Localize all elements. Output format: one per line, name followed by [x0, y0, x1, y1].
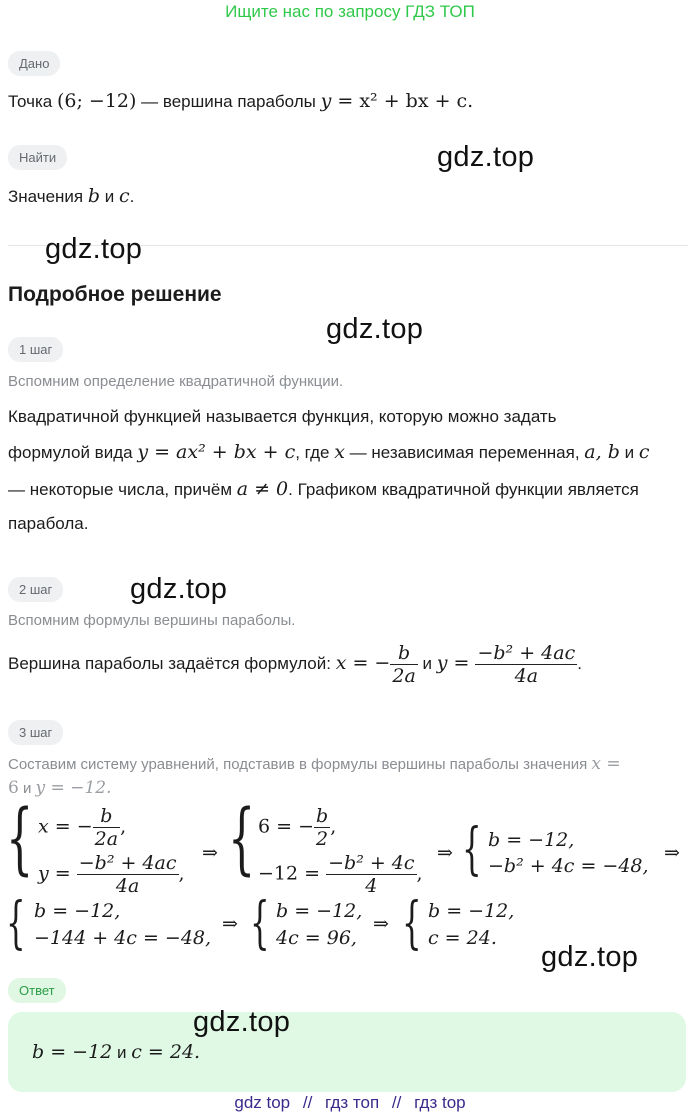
find-chip: Найти: [8, 145, 67, 170]
answer-text: [32, 1040, 200, 1065]
watermark: gdz.top: [541, 941, 639, 973]
implies-arrow: ⇒: [202, 842, 218, 864]
frac-num: −b² + 4c: [328, 852, 415, 874]
find-text: Значения: [8, 187, 88, 206]
step1-l3a: — некоторые числа, причём: [8, 480, 237, 499]
watermark: gdz.top: [193, 1006, 291, 1038]
given-text-1: Точка: [8, 92, 57, 111]
find-and: и: [100, 187, 119, 206]
frac-num: b: [390, 642, 417, 665]
system-1-row-1: [38, 805, 126, 850]
var-x: x: [334, 441, 345, 463]
system-6-row-2: c = 24.: [428, 927, 497, 949]
comma: ,: [330, 815, 337, 838]
step1-chip: 1 шаг: [8, 337, 63, 362]
find-dot: .: [129, 187, 135, 206]
answer-chip: Ответ: [8, 978, 66, 1003]
system-4-row-2: −144 + 4c = −48,: [34, 927, 212, 949]
step1-l2c: — независимая переменная,: [344, 443, 585, 462]
frac-num: −b² + 4ac: [477, 642, 576, 665]
y-vertex-fraction: [475, 642, 577, 687]
hint-y: y = −12.: [35, 778, 112, 798]
system-5-row-2: 4c = 96,: [276, 927, 357, 949]
implies-arrow: ⇒: [222, 913, 238, 935]
comma: ,: [416, 862, 423, 885]
step2-formula-line: [8, 638, 582, 689]
search-banner: Ищите нас по запросу ГДЗ ТОП: [225, 2, 475, 21]
frac-num: −b² + 4ac: [78, 852, 177, 874]
answer-c: c = 24.: [131, 1041, 201, 1063]
implies-arrow: ⇒: [373, 913, 389, 935]
system-3-row-2: −b² + 4c = −48,: [488, 855, 649, 877]
step1-hint: Вспомним определение квадратичной функции.: [8, 373, 344, 390]
brace-system-3: {: [462, 817, 482, 882]
var-c: c: [119, 185, 130, 207]
answer-and: и: [112, 1043, 132, 1062]
eq-text: x = −: [38, 815, 93, 838]
step3-hint-1: [8, 752, 621, 777]
step1-line4: парабола.: [8, 514, 89, 533]
brace-system-2: {: [228, 794, 256, 884]
step1-l2d: и: [619, 443, 639, 462]
step2-and: и: [417, 654, 437, 673]
given-text-2: — вершина параболы: [136, 92, 321, 111]
step2-text: Вершина параболы задаётся формулой:: [8, 654, 336, 673]
step3-chip: 3 шаг: [8, 720, 63, 745]
fraction: [314, 805, 330, 850]
step1-line1: Квадратичной функцией называется функция, которую можно задать: [8, 407, 557, 426]
parabola-formula: = x² + bx + c.: [331, 90, 474, 112]
eq-text: −12 =: [258, 862, 327, 885]
watermark: gdz.top: [130, 573, 228, 605]
hint-x: x =: [591, 754, 621, 774]
system-4-row-1: b = −12,: [34, 900, 121, 922]
a-not-zero: a ≠ 0: [236, 478, 289, 500]
fraction: [77, 852, 179, 897]
x-vertex-fraction: [390, 642, 417, 687]
x-vertex-eq: x = −: [335, 652, 391, 674]
given-statement: [8, 89, 473, 114]
watermark: gdz.top: [437, 141, 535, 173]
footer-separator: //: [302, 1093, 313, 1112]
footer-links: [0, 1093, 700, 1113]
frac-num: b: [93, 805, 120, 828]
system-2-row-2: [258, 852, 423, 897]
hint-and: и: [18, 780, 36, 797]
frac-num: b: [316, 805, 329, 827]
brace-system-6: {: [402, 891, 422, 956]
step1-l3b: . Графиком квадратичной функции является: [288, 480, 639, 499]
var-c-2: c: [638, 441, 650, 463]
step2-chip: 2 шаг: [8, 577, 63, 602]
find-statement: [8, 184, 134, 209]
step1-line3: [8, 477, 639, 502]
footer-link-gdz-top-ru[interactable]: гдз топ: [325, 1093, 380, 1112]
hint-six: 6: [8, 778, 19, 798]
footer-link-gdz-top[interactable]: gdz top: [234, 1093, 291, 1112]
frac-den: 2a: [392, 665, 416, 688]
step2-hint: Вспомним формулы вершины параболы.: [8, 612, 296, 629]
vertex-point: (6; −12): [56, 90, 137, 112]
step1-l2b: , где: [295, 443, 335, 462]
answer-b: b = −12: [32, 1041, 113, 1063]
given-chip: Дано: [8, 51, 60, 76]
system-6-row-1: b = −12,: [428, 900, 515, 922]
frac-den: 2a: [94, 828, 119, 850]
vars-ab: a, b: [584, 441, 620, 463]
brace-system-1: {: [6, 794, 34, 884]
quadratic-formula: y = ax² + bx + c: [137, 441, 296, 463]
y-vertex-eq: y =: [436, 652, 476, 674]
system-2-row-1: [258, 805, 336, 850]
comma: ,: [120, 815, 127, 838]
watermark: gdz.top: [45, 233, 143, 265]
frac-den: 4: [365, 875, 378, 897]
implies-arrow: ⇒: [437, 842, 453, 864]
solution-title: Подробное решение: [8, 283, 222, 306]
frac-den: 2: [316, 828, 329, 850]
brace-system-5: {: [250, 891, 270, 956]
eq-text: 6 = −: [258, 815, 315, 838]
step1-l2a: формулой вида: [8, 443, 138, 462]
frac-den: 4a: [115, 875, 140, 897]
system-5-row-1: b = −12,: [276, 900, 363, 922]
footer-link-gdz-top-mixed[interactable]: гдз top: [414, 1093, 466, 1112]
watermark: gdz.top: [326, 313, 424, 345]
step3-hint-text: Составим систему уравнений, подставив в формулы вершины параболы значения: [8, 756, 592, 773]
fraction: [93, 805, 120, 850]
comma: ,: [178, 862, 185, 885]
parabola-formula-y: y: [320, 90, 332, 112]
step1-line2: [8, 440, 649, 465]
var-b: b: [87, 185, 101, 207]
step2-dot: .: [577, 654, 582, 673]
system-3-row-1: b = −12,: [488, 829, 575, 851]
system-1-row-2: [38, 852, 185, 897]
implies-arrow: ⇒: [664, 842, 680, 864]
brace-system-4: {: [6, 891, 26, 956]
eq-text: y =: [38, 862, 77, 885]
footer-separator: //: [391, 1093, 402, 1112]
frac-den: 4a: [514, 665, 539, 688]
